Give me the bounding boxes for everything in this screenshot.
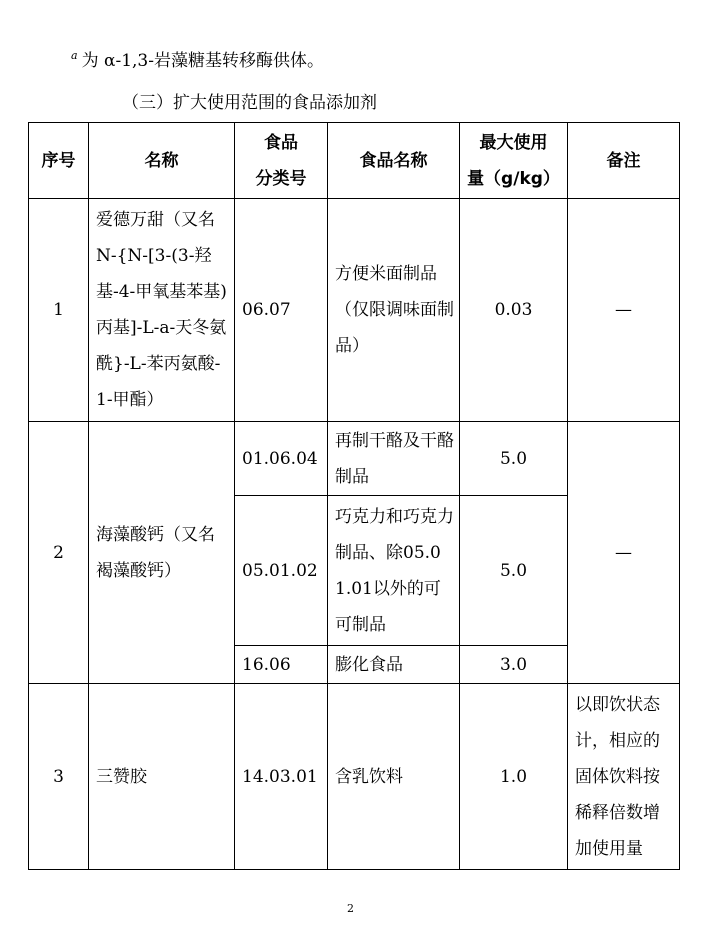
row-food: 巧克力和巧克力制品、除05.01.01以外的可可制品 bbox=[328, 496, 460, 646]
row-max: 5.0 bbox=[460, 422, 568, 496]
header-max-line2: 量（g/kg） bbox=[467, 168, 560, 189]
row-food: 膨化食品 bbox=[328, 646, 460, 684]
header-name: 名称 bbox=[89, 123, 235, 199]
row-food: 方便米面制品（仅限调味面制品） bbox=[328, 199, 460, 422]
row-food: 含乳饮料 bbox=[328, 684, 460, 870]
header-code bbox=[235, 123, 328, 199]
row-no: 2 bbox=[29, 422, 89, 684]
page-number: 2 bbox=[347, 902, 354, 915]
header-food: 食品名称 bbox=[328, 123, 460, 199]
row-name: 海藻酸钙（又名褐藻酸钙） bbox=[89, 422, 235, 684]
row-no: 3 bbox=[29, 684, 89, 870]
row-max: 3.0 bbox=[460, 646, 568, 684]
row-name: 爱德万甜（又名N-{N-[3-(3-羟基-4-甲氧基苯基)丙基]-L-a-天冬氨酰}-L-苯丙氨酸-1-甲酯） bbox=[89, 199, 235, 422]
header-no: 序号 bbox=[29, 123, 89, 199]
row-max: 5.0 bbox=[460, 496, 568, 646]
footnote-text: 为 α-1,3-岩藻糖基转移酶供体。 bbox=[81, 51, 324, 71]
row-remark: — bbox=[568, 199, 680, 422]
additives-table bbox=[28, 122, 680, 870]
row-max: 0.03 bbox=[460, 199, 568, 422]
row-code: 05.01.02 bbox=[235, 496, 328, 646]
table-row bbox=[29, 199, 680, 422]
header-remark: 备注 bbox=[568, 123, 680, 199]
row-max: 1.0 bbox=[460, 684, 568, 870]
row-remark: — bbox=[568, 422, 680, 684]
row-code: 06.07 bbox=[235, 199, 328, 422]
row-code: 14.03.01 bbox=[235, 684, 328, 870]
table-header-row bbox=[29, 123, 680, 199]
section-title: （三）扩大使用范围的食品添加剂 bbox=[122, 93, 377, 113]
table-row bbox=[29, 684, 680, 870]
row-no: 1 bbox=[29, 199, 89, 422]
row-code: 01.06.04 bbox=[235, 422, 328, 496]
table-row bbox=[29, 422, 680, 496]
footnote-marker: a bbox=[71, 49, 78, 63]
header-max bbox=[460, 123, 568, 199]
header-code-line2: 分类号 bbox=[255, 168, 307, 189]
header-code-line1: 食品 bbox=[264, 132, 298, 153]
row-food: 再制干酪及干酪制品 bbox=[328, 422, 460, 496]
row-code: 16.06 bbox=[235, 646, 328, 684]
row-remark: 以即饮状态计，相应的固体饮料按稀释倍数增加使用量 bbox=[568, 684, 680, 870]
row-name: 三赞胶 bbox=[89, 684, 235, 870]
header-max-line1: 最大使用 bbox=[479, 132, 548, 153]
footnote bbox=[71, 46, 324, 71]
